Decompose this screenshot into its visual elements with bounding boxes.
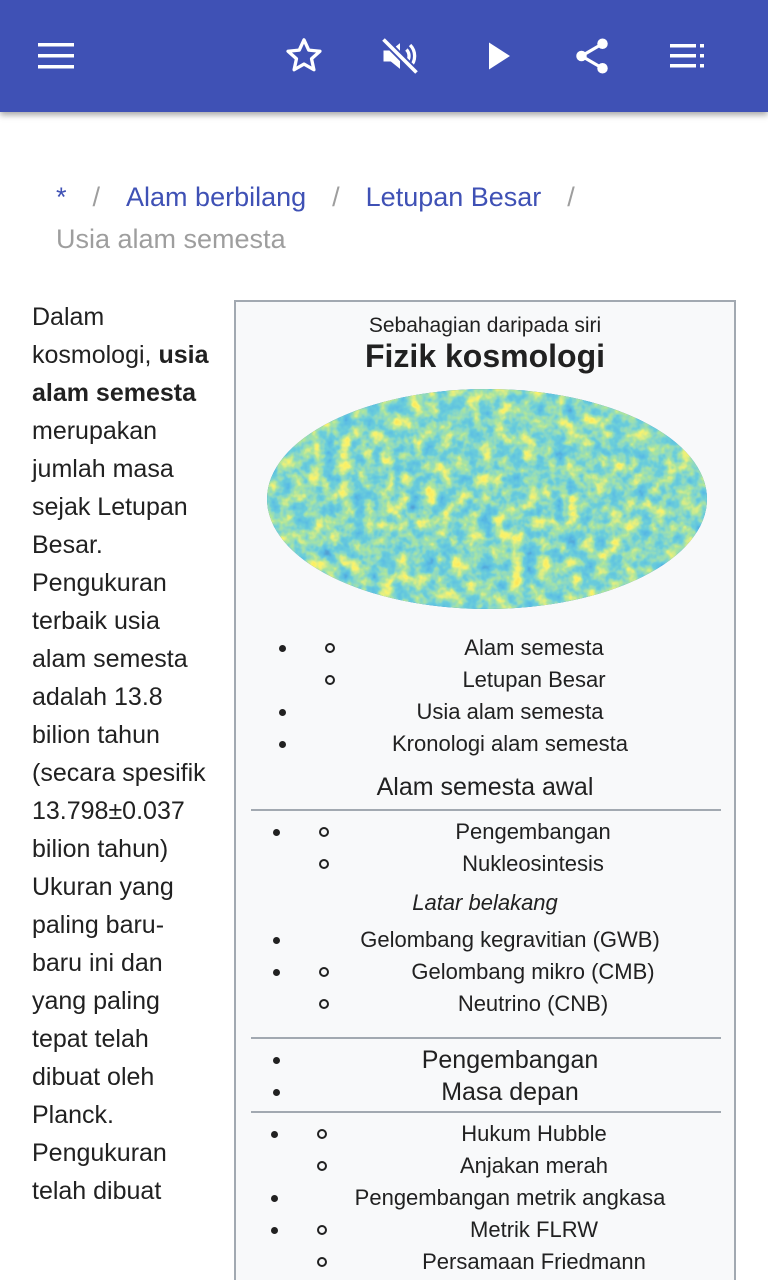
list-item bbox=[236, 1246, 734, 1278]
menu-button[interactable] bbox=[28, 28, 84, 84]
bullet bbox=[271, 1131, 278, 1138]
link-hukum-hubble[interactable]: Hukum Hubble bbox=[461, 1121, 607, 1146]
bullet bbox=[273, 969, 280, 976]
intro-bold-term: usia alam semesta bbox=[32, 341, 209, 407]
breadcrumb-current: Usia alam semesta bbox=[56, 224, 286, 254]
sub-bullet bbox=[319, 967, 329, 977]
sub-bullet bbox=[319, 827, 329, 837]
list-item bbox=[236, 728, 734, 760]
link-usia-alam-semesta[interactable]: Usia alam semesta bbox=[416, 699, 604, 724]
list-item bbox=[236, 988, 734, 1020]
link-kronologi-alam-semesta[interactable]: Kronologi alam semesta bbox=[391, 731, 629, 756]
app-bar bbox=[0, 0, 768, 112]
breadcrumb-separator: / bbox=[332, 182, 340, 212]
bullet bbox=[273, 1057, 280, 1064]
bullet bbox=[271, 1227, 278, 1234]
list-item bbox=[236, 1076, 734, 1108]
section-pengembangan[interactable]: Pengembangan bbox=[421, 1046, 599, 1074]
share-button[interactable] bbox=[564, 28, 620, 84]
sub-bullet bbox=[317, 1257, 327, 1267]
link-metrik-flrw[interactable]: Metrik FLRW bbox=[470, 1217, 598, 1242]
breadcrumb-letupan-besar[interactable]: Letupan Besar bbox=[365, 182, 542, 212]
list-item bbox=[236, 1044, 734, 1076]
bullet bbox=[273, 1089, 280, 1096]
list-item bbox=[236, 632, 734, 664]
play-button[interactable] bbox=[470, 28, 526, 84]
list-item bbox=[236, 1150, 734, 1182]
list-item bbox=[236, 1118, 734, 1150]
infobox-title: Fizik kosmologi bbox=[364, 338, 606, 374]
list-item bbox=[236, 664, 734, 696]
sub-bullet bbox=[317, 1225, 327, 1235]
link-gelombang-kegravitian[interactable]: Gelombang kegravitian (GWB) bbox=[360, 927, 660, 952]
bullet bbox=[273, 829, 280, 836]
link-pengembangan-metrik-angkasa[interactable]: Pengembangan metrik angkasa bbox=[354, 1185, 666, 1210]
infobox bbox=[234, 300, 736, 1280]
cmb-sky-map-image bbox=[266, 388, 708, 610]
bullet bbox=[273, 937, 280, 944]
volume-off-icon bbox=[378, 34, 422, 78]
share-icon bbox=[571, 35, 613, 77]
link-gelombang-mikro[interactable]: Gelombang mikro (CMB) bbox=[411, 959, 655, 984]
intro-text-2: merupakan jumlah masa sejak Letupan Besar. Pengukuran terbaik usia alam semesta adalah 13.8 bilion tahun (secara spesifik 13.798±0.037 bilion tahun) Ukuran yang paling baru-baru ini dan yang paling tepat telah dibuat oleh Planck. Pengukuran telah dibuat bbox=[32, 417, 206, 1205]
breadcrumb bbox=[56, 176, 736, 260]
breadcrumb-alam-berbilang[interactable]: Alam berbilang bbox=[126, 182, 307, 212]
list-item bbox=[236, 1182, 734, 1214]
divider bbox=[251, 1037, 721, 1039]
play-icon bbox=[480, 38, 516, 74]
breadcrumb-home[interactable]: * bbox=[56, 182, 67, 212]
divider bbox=[251, 809, 721, 811]
star-icon bbox=[282, 34, 326, 78]
playlist-button[interactable] bbox=[660, 28, 716, 84]
sub-bullet bbox=[317, 1161, 327, 1171]
bullet bbox=[279, 741, 286, 748]
link-pengembangan[interactable]: Pengembangan bbox=[455, 819, 611, 844]
list-item bbox=[236, 1214, 734, 1246]
mute-button[interactable] bbox=[372, 28, 428, 84]
list-item bbox=[236, 956, 734, 988]
favorite-button[interactable] bbox=[276, 28, 332, 84]
link-persamaan-friedmann[interactable]: Persamaan Friedmann bbox=[422, 1249, 646, 1274]
menu-icon bbox=[36, 41, 76, 71]
article-intro bbox=[32, 298, 214, 1210]
divider bbox=[251, 1111, 721, 1113]
sub-bullet bbox=[319, 999, 329, 1009]
section-heading-alam-semesta-awal[interactable]: Alam semesta awal bbox=[376, 773, 594, 801]
sub-bullet bbox=[325, 643, 335, 653]
list-item bbox=[236, 848, 734, 880]
link-neutrino[interactable]: Neutrino (CNB) bbox=[457, 991, 609, 1016]
playlist-icon bbox=[668, 41, 708, 71]
bullet bbox=[279, 645, 286, 652]
link-anjakan-merah[interactable]: Anjakan merah bbox=[460, 1153, 608, 1178]
breadcrumb-separator: / bbox=[92, 182, 101, 212]
bullet bbox=[279, 709, 286, 716]
link-letupan-besar[interactable]: Letupan Besar bbox=[462, 667, 606, 692]
infobox-above: Sebahagian daripada siri bbox=[368, 314, 602, 337]
breadcrumb-separator: / bbox=[567, 182, 575, 212]
sub-bullet bbox=[319, 859, 329, 869]
link-nukleosintesis[interactable]: Nukleosintesis bbox=[462, 851, 604, 876]
list-item bbox=[236, 816, 734, 848]
list-item bbox=[236, 924, 734, 956]
list-item bbox=[236, 696, 734, 728]
subheading-latar-belakang: Latar belakang bbox=[412, 890, 558, 915]
sub-bullet bbox=[317, 1129, 327, 1139]
link-alam-semesta[interactable]: Alam semesta bbox=[464, 635, 604, 660]
intro-text-1: Dalam kosmologi, bbox=[32, 303, 159, 369]
sub-bullet bbox=[325, 675, 335, 685]
bullet bbox=[271, 1195, 278, 1202]
section-masa-depan[interactable]: Masa depan bbox=[441, 1078, 579, 1106]
